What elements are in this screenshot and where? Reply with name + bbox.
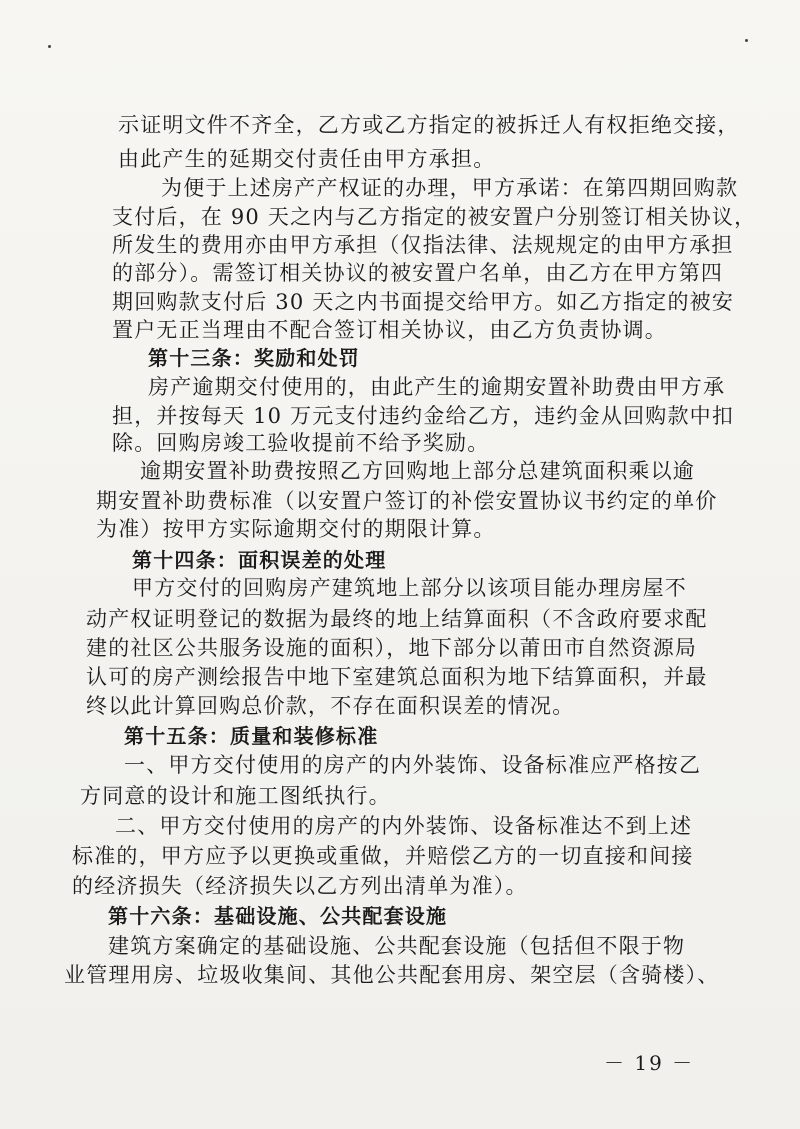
scan-speck <box>48 45 51 48</box>
text-line: 由此产生的延期交付责任由甲方承担。 <box>118 147 496 171</box>
text-line: 除。回购房竣工验收提前不给予奖励。 <box>112 431 490 455</box>
text-line: 二、甲方交付使用的房产的内外装饰、设备标准达不到上述 <box>115 814 693 838</box>
text-line: 标准的，甲方应予以更换或重做，并赔偿乙方的一切直接和间接 <box>72 844 694 868</box>
text-line: 动产权证明登记的数据为最终的地上结算面积（不含政府要求配 <box>86 607 708 631</box>
text-line: 认可的房产测绘报告中地下室建筑总面积为地下结算面积，并最 <box>86 665 708 689</box>
text-line: 担，并按每天 10 万元支付违约金给乙方，违约金从回购款中扣 <box>112 404 735 428</box>
text-line: 一、甲方交付使用的房产的内外装饰、设备标准应严格按乙 <box>124 753 702 777</box>
text-line: 的部分）。需签订相关协议的被安置户名单，由乙方在甲方第四 <box>112 261 724 285</box>
text-line: 所发生的费用亦由甲方承担（仅指法律、法规规定的由甲方承担 <box>112 233 734 257</box>
text-line: 为准）按甲方实际逾期交付的期限计算。 <box>96 517 496 541</box>
text-line: 示证明文件不齐全，乙方或乙方指定的被拆迁人有权拒绝交接， <box>118 113 740 137</box>
text-line: 建的社区公共服务设施的面积），地下部分以莆田市自然资源局 <box>86 636 698 660</box>
text-line: 期安置补助费标准（以安置户签订的补偿安置协议书约定的单价 <box>96 489 718 513</box>
text-line: 终以此计算回购总价款，不存在面积误差的情况。 <box>86 694 575 718</box>
text-line: 期回购款支付后 30 天之内书面提交给甲方。如乙方指定的被安 <box>112 290 735 314</box>
text-line: 房产逾期交付使用的，由此产生的逾期安置补助费由甲方承 <box>148 375 726 399</box>
section-heading: 第十六条：基础设施、公共配套设施 <box>108 904 448 928</box>
text-line: 业管理用房、垃圾收集间、其他公共配套用房、架空层（含骑楼）、 <box>64 963 720 987</box>
text-line: 方同意的设计和施工图纸执行。 <box>80 784 391 808</box>
text-line: 置户无正当理由不配合签订相关协议，由乙方负责协调。 <box>112 318 667 342</box>
page-number: － 19 － <box>604 1051 695 1075</box>
text-line: 逾期安置补助费按照乙方回购地上部分总建筑面积乘以逾 <box>140 459 695 483</box>
section-heading: 第十五条：质量和装修标准 <box>124 724 379 748</box>
text-line: 为便于上述房产产权证的办理，甲方承诺：在第四期回购款 <box>161 176 739 200</box>
text-line: 甲方交付的回购房产建筑地上部分以该项目能办理房屋不 <box>132 576 687 600</box>
text-line: 的经济损失（经济损失以乙方列出清单为准）。 <box>72 874 528 898</box>
scan-speck <box>745 39 748 42</box>
text-line: 建筑方案确定的基础设施、公共配套设施（包括但不限于物 <box>108 934 686 958</box>
section-heading: 第十三条：奖励和处罚 <box>148 346 360 370</box>
text-line: 支付后，在 90 天之内与乙方指定的被安置户分别签订相关协议， <box>112 205 757 229</box>
section-heading: 第十四条：面积误差的处理 <box>132 548 387 572</box>
